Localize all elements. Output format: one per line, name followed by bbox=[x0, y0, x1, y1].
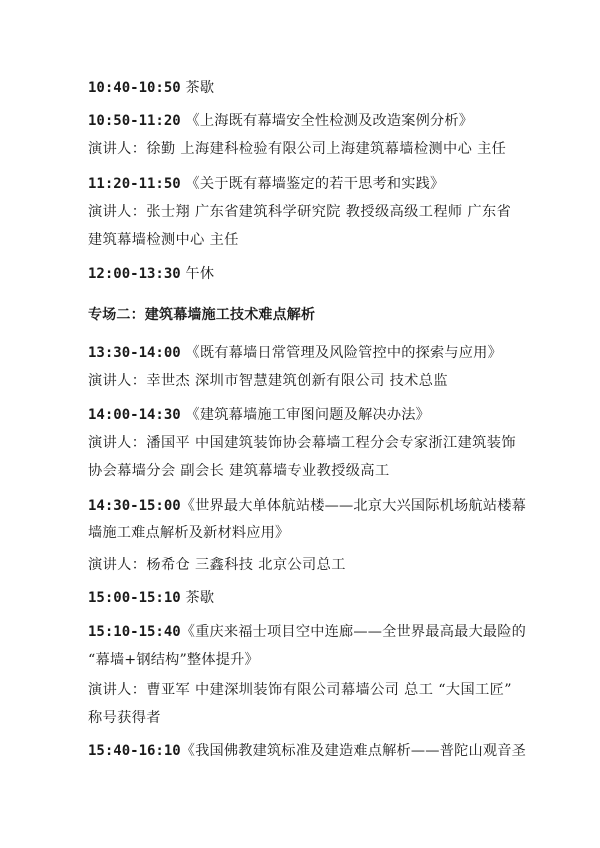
agenda-line bbox=[88, 111, 473, 131]
agenda-line bbox=[88, 174, 444, 194]
agenda-line bbox=[88, 741, 526, 761]
talk-title: 《我国佛教建筑标准及建造难点解析——普陀山观音圣 bbox=[180, 743, 527, 759]
speaker-line: 演讲人：杨希仓 三鑫科技 北京公司总工 bbox=[88, 557, 346, 573]
agenda-line bbox=[88, 496, 526, 516]
time-slot: 12:00-13:30 bbox=[88, 266, 181, 282]
time-slot: 15:10-15:40 bbox=[88, 624, 181, 640]
talk-title-continued: 墙施工难点解析及新材料应用》 bbox=[88, 525, 290, 541]
talk-title: 《建筑幕墙施工审图问题及解决办法》 bbox=[180, 407, 431, 423]
talk-title-continued: “幕墙+钢结构”整体提升》 bbox=[88, 652, 259, 668]
agenda-line bbox=[88, 588, 214, 608]
time-slot: 14:00-14:30 bbox=[88, 407, 181, 423]
speaker-line-continued: 协会幕墙分会 副会长 建筑幕墙专业教授级高工 bbox=[88, 463, 390, 479]
time-slot: 10:50-11:20 bbox=[88, 113, 181, 129]
talk-title: 《关于既有幕墙鉴定的若干思考和实践》 bbox=[180, 176, 445, 192]
talk-title: 《重庆来福士项目空中连廊——全世界最高最大最险的 bbox=[180, 624, 527, 640]
time-slot: 15:40-16:10 bbox=[88, 743, 181, 759]
speaker-line: 演讲人：幸世杰 深圳市智慧建筑创新有限公司 技术总监 bbox=[88, 373, 448, 389]
talk-title: 《既有幕墙日常管理及风险管控中的探索与应用》 bbox=[180, 345, 502, 361]
agenda-line bbox=[88, 78, 214, 98]
time-slot: 11:20-11:50 bbox=[88, 176, 181, 192]
speaker-line: 演讲人：潘国平 中国建筑装饰协会幕墙工程分会专家浙江建筑装饰 bbox=[88, 435, 516, 451]
agenda-text: 茶歇 bbox=[180, 590, 215, 606]
talk-title: 《世界最大单体航站楼——北京大兴国际机场航站楼幕 bbox=[180, 498, 527, 514]
time-slot: 14:30-15:00 bbox=[88, 498, 181, 514]
speaker-line: 演讲人：徐勤 上海建科检验有限公司上海建筑幕墙检测中心 主任 bbox=[88, 141, 507, 157]
speaker-line-continued: 称号获得者 bbox=[88, 710, 161, 726]
agenda-text: 午休 bbox=[180, 266, 215, 282]
time-slot: 15:00-15:10 bbox=[88, 590, 181, 606]
speaker-line-continued: 建筑幕墙检测中心 主任 bbox=[88, 232, 239, 248]
agenda-line bbox=[88, 622, 526, 642]
speaker-line: 演讲人：曹亚军 中建深圳装饰有限公司幕墙公司 总工 “大国工匠” bbox=[88, 682, 512, 698]
agenda-text: 茶歇 bbox=[180, 80, 215, 96]
agenda-line bbox=[88, 264, 214, 284]
speaker-line: 演讲人：张士翔 广东省建筑科学研究院 教授级高级工程师 广东省 bbox=[88, 204, 512, 220]
time-slot: 10:40-10:50 bbox=[88, 80, 181, 96]
session-heading: 专场二：建筑幕墙施工技术难点解析 bbox=[88, 307, 316, 323]
talk-title: 《上海既有幕墙安全性检测及改造案例分析》 bbox=[180, 113, 474, 129]
agenda-line bbox=[88, 343, 502, 363]
agenda-line bbox=[88, 405, 430, 425]
time-slot: 13:30-14:00 bbox=[88, 345, 181, 361]
